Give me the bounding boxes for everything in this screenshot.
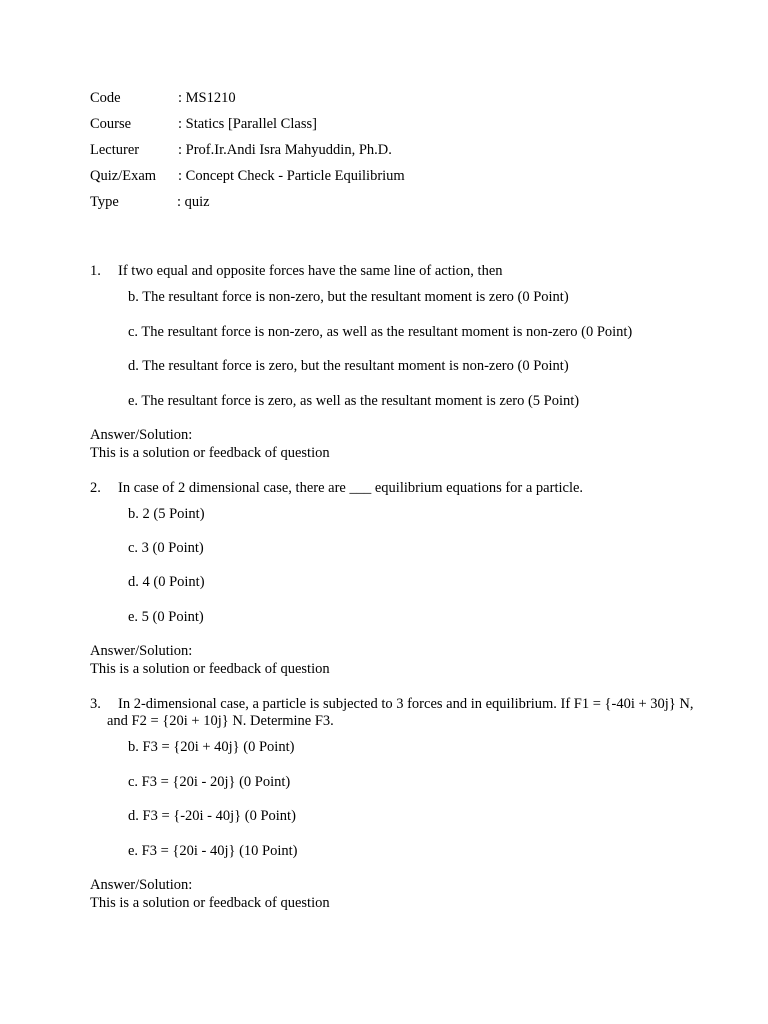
meta-value-code: : MS1210	[178, 90, 236, 106]
option-b: b. The resultant force is non-zero, but the resultant moment is zero (0 Point)	[128, 289, 569, 305]
meta-label-quiz-exam: Quiz/Exam	[90, 168, 157, 184]
question-text: In case of 2 dimensional case, there are ___ equilibrium equations for a particle.	[118, 480, 584, 496]
meta-value-type: : quiz	[177, 194, 210, 210]
question-text: If two equal and opposite forces have the same line of action, then	[118, 263, 503, 279]
option-b: b. 2 (5 Point)	[128, 506, 205, 522]
meta-label-code: Code	[90, 90, 121, 106]
meta-value-course: : Statics [Parallel Class]	[178, 116, 317, 132]
option-d: d. The resultant force is zero, but the resultant moment is non-zero (0 Point)	[128, 358, 569, 374]
answer-text: This is a solution or feedback of question	[90, 661, 330, 677]
option-c: c. The resultant force is non-zero, as well as the resultant moment is non-zero (0 Point)	[128, 324, 633, 340]
meta-value-lecturer: : Prof.Ir.Andi Isra Mahyuddin, Ph.D.	[178, 142, 392, 158]
question-number: 1.	[90, 263, 101, 279]
meta-label-course: Course	[90, 116, 132, 132]
answer-label: Answer/Solution:	[90, 643, 193, 659]
option-c: c. F3 = {20i - 20j} (0 Point)	[128, 774, 291, 790]
question-text: In 2-dimensional case, a particle is subjected to 3 forces and in equilibrium. If F1 = {-40i + 30j} N,	[118, 696, 694, 712]
option-c: c. 3 (0 Point)	[128, 540, 204, 556]
answer-text: This is a solution or feedback of question	[90, 895, 330, 911]
option-e: e. 5 (0 Point)	[128, 609, 204, 625]
meta-label-type: Type	[90, 194, 119, 210]
answer-label: Answer/Solution:	[90, 427, 193, 443]
answer-text: This is a solution or feedback of question	[90, 445, 330, 461]
option-d: d. 4 (0 Point)	[128, 574, 205, 590]
meta-label-lecturer: Lecturer	[90, 142, 140, 158]
option-e: e. The resultant force is zero, as well as the resultant moment is zero (5 Point)	[128, 393, 580, 409]
option-e: e. F3 = {20i - 40j} (10 Point)	[128, 843, 298, 859]
question-number: 3.	[90, 696, 101, 712]
meta-value-quiz-exam: : Concept Check - Particle Equilibrium	[178, 168, 405, 184]
answer-label: Answer/Solution:	[90, 877, 193, 893]
question-text-continued: and F2 = {20i + 10j} N. Determine F3.	[107, 713, 334, 729]
option-d: d. F3 = {-20i - 40j} (0 Point)	[128, 808, 296, 824]
question-number: 2.	[90, 480, 101, 496]
option-b: b. F3 = {20i + 40j} (0 Point)	[128, 739, 295, 755]
